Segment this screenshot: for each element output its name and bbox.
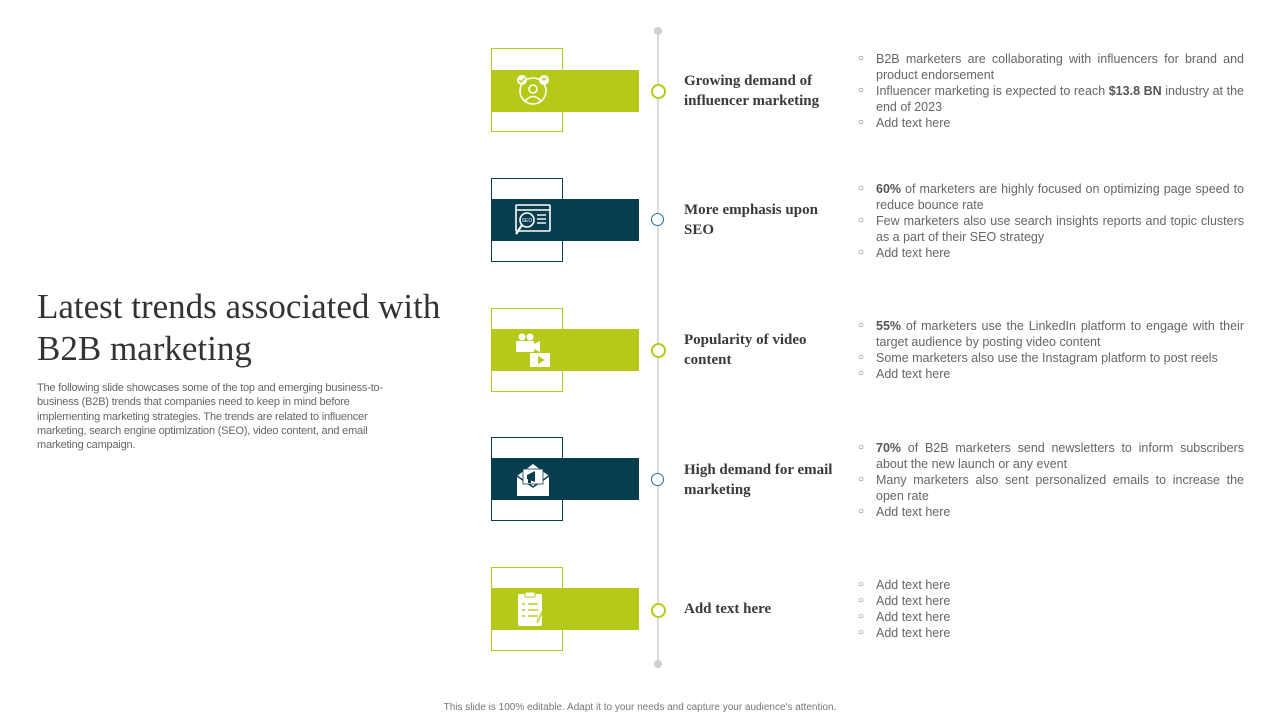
trend-bullets: [858, 577, 1244, 641]
trend-marker: [651, 343, 666, 358]
timeline-end-dot: [654, 660, 662, 668]
influencer-icon: [513, 72, 553, 110]
trend-heading: More emphasis upon SEO: [684, 202, 818, 238]
trend-marker: [651, 603, 666, 618]
trend-heading: Growing demand of influencer marketing: [684, 73, 820, 109]
email-megaphone-icon: [513, 460, 553, 498]
bullet-item: ○ Add text here: [858, 609, 1244, 625]
footer-note: This slide is 100% editable. Adapt it to your needs and capture your audience's attention.: [443, 702, 837, 713]
video-camera-icon: [513, 331, 553, 369]
bullet-item: ○ Add text here: [858, 366, 1244, 382]
bullet-item: ○ Add text here: [858, 245, 1244, 261]
bullet-item: ○ 60% of marketers are highly focused on optimizing page speed to reduce bounce rate: [858, 181, 1244, 213]
timeline-start-dot: [654, 27, 662, 35]
bullet-item: ○ Add text here: [858, 504, 1244, 520]
bullet-item: ○ 70% of B2B marketers send newsletters to inform subscribers about the new launch or any event: [858, 440, 1244, 472]
trend-bullets: [858, 440, 1244, 520]
bullet-item: ○ Add text here: [858, 115, 1244, 131]
slide-title: Latest trends associated with B2B marketing: [37, 287, 441, 368]
trend-bullets: [858, 51, 1244, 131]
trend-marker: [651, 213, 664, 226]
bullet-item: ○ Add text here: [858, 625, 1244, 641]
trend-bullets: [858, 181, 1244, 261]
checklist-icon: [513, 590, 553, 628]
bullet-item: ○ Many marketers also sent personalized emails to increase the open rate: [858, 472, 1244, 504]
bullet-item: ○ Some marketers also use the Instagram platform to post reels: [858, 350, 1244, 366]
bullet-item: ○ Add text here: [858, 593, 1244, 609]
bullet-item: ○ Influencer marketing is expected to reach $13.8 BN industry at the end of 2023: [858, 83, 1244, 115]
slide-description: The following slide showcases some of the top and emerging business-to-business (B2B) trends that companies need to keep in mind before implementing marketing strategies. The trends are related to influencer marketing, search engine optimization (SEO), video content, and email marketing campaign.: [37, 382, 383, 452]
trend-heading: Add text here: [684, 601, 772, 617]
seo-icon: [513, 201, 553, 239]
trend-marker: [651, 473, 664, 486]
trend-heading: Popularity of video content: [684, 332, 807, 368]
trend-bullets: [858, 318, 1244, 382]
bullet-item: ○ B2B marketers are collaborating with influencers for brand and product endorsement: [858, 51, 1244, 83]
bullet-item: ○ Add text here: [858, 577, 1244, 593]
svg-text:SEO: SEO: [521, 218, 533, 224]
bullet-item: ○ Few marketers also use search insights reports and topic clusters as a part of their SEO strategy: [858, 213, 1244, 245]
trend-heading: High demand for email marketing: [684, 462, 833, 498]
trend-marker: [651, 84, 666, 99]
bullet-item: ○ 55% of marketers use the LinkedIn platform to engage with their target audience by posting video content: [858, 318, 1244, 350]
